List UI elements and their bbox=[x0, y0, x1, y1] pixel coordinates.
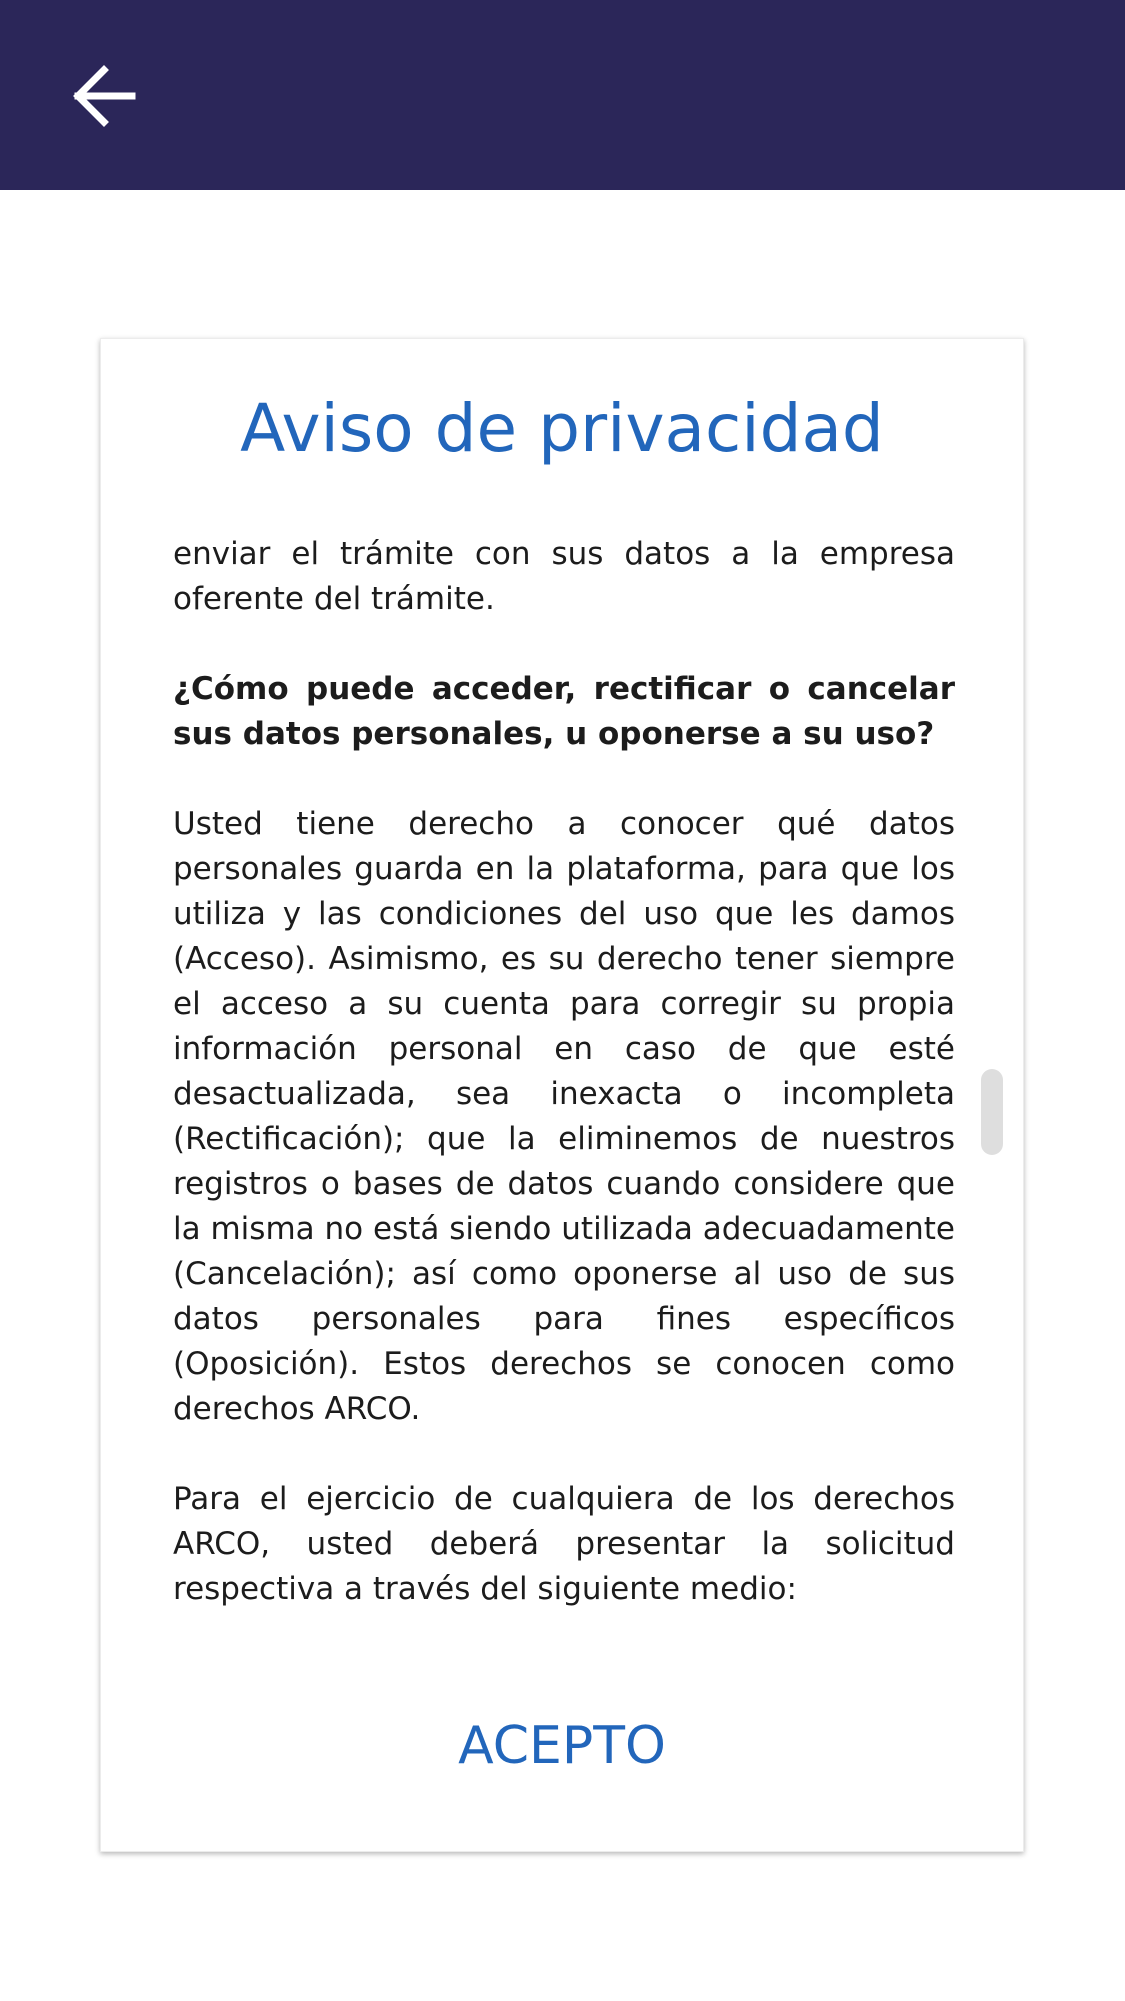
paragraph-arco-rights: Usted tiene derecho a conocer qué datos personales guarda en la plataforma, para que los utiliza y las condiciones del uso que les damos (Acceso). Asimismo, es su derecho tener siempre el acceso a su cuenta para corregir su propia información personal en caso de que esté desactualizada, sea inexacta o incompleta (Rectificación); que la eliminemos de nuestros registros o bases de datos cuando considere que la misma no está siendo utilizada adecuadamente (Cancelación); así como oponerse al uso de sus datos personales para fines específicos (Oposición). Estos derechos se conocen como derechos ARCO. bbox=[173, 806, 955, 1427]
section-heading-arco: ¿Cómo puede acceder, rectificar o cancelar sus datos personales, u oponerse a su uso? bbox=[173, 671, 955, 752]
arrow-left-icon bbox=[70, 63, 136, 129]
app-bar bbox=[0, 0, 1125, 190]
privacy-text-scroll[interactable] bbox=[173, 532, 955, 1622]
paragraph-arco-request: Para el ejercicio de cualquiera de los derechos ARCO, usted deberá presentar la solicitud respectiva a través del siguiente medio: bbox=[173, 1481, 955, 1607]
dialog-title: Aviso de privacidad bbox=[240, 390, 884, 467]
scrollbar-thumb[interactable] bbox=[981, 1069, 1003, 1155]
paragraph-intro: enviar el trámite con sus datos a la empresa oferente del trámite. bbox=[173, 536, 955, 617]
accept-button[interactable]: ACEPTO bbox=[101, 1706, 1023, 1786]
back-button[interactable] bbox=[70, 46, 190, 146]
privacy-dialog bbox=[100, 338, 1024, 1852]
